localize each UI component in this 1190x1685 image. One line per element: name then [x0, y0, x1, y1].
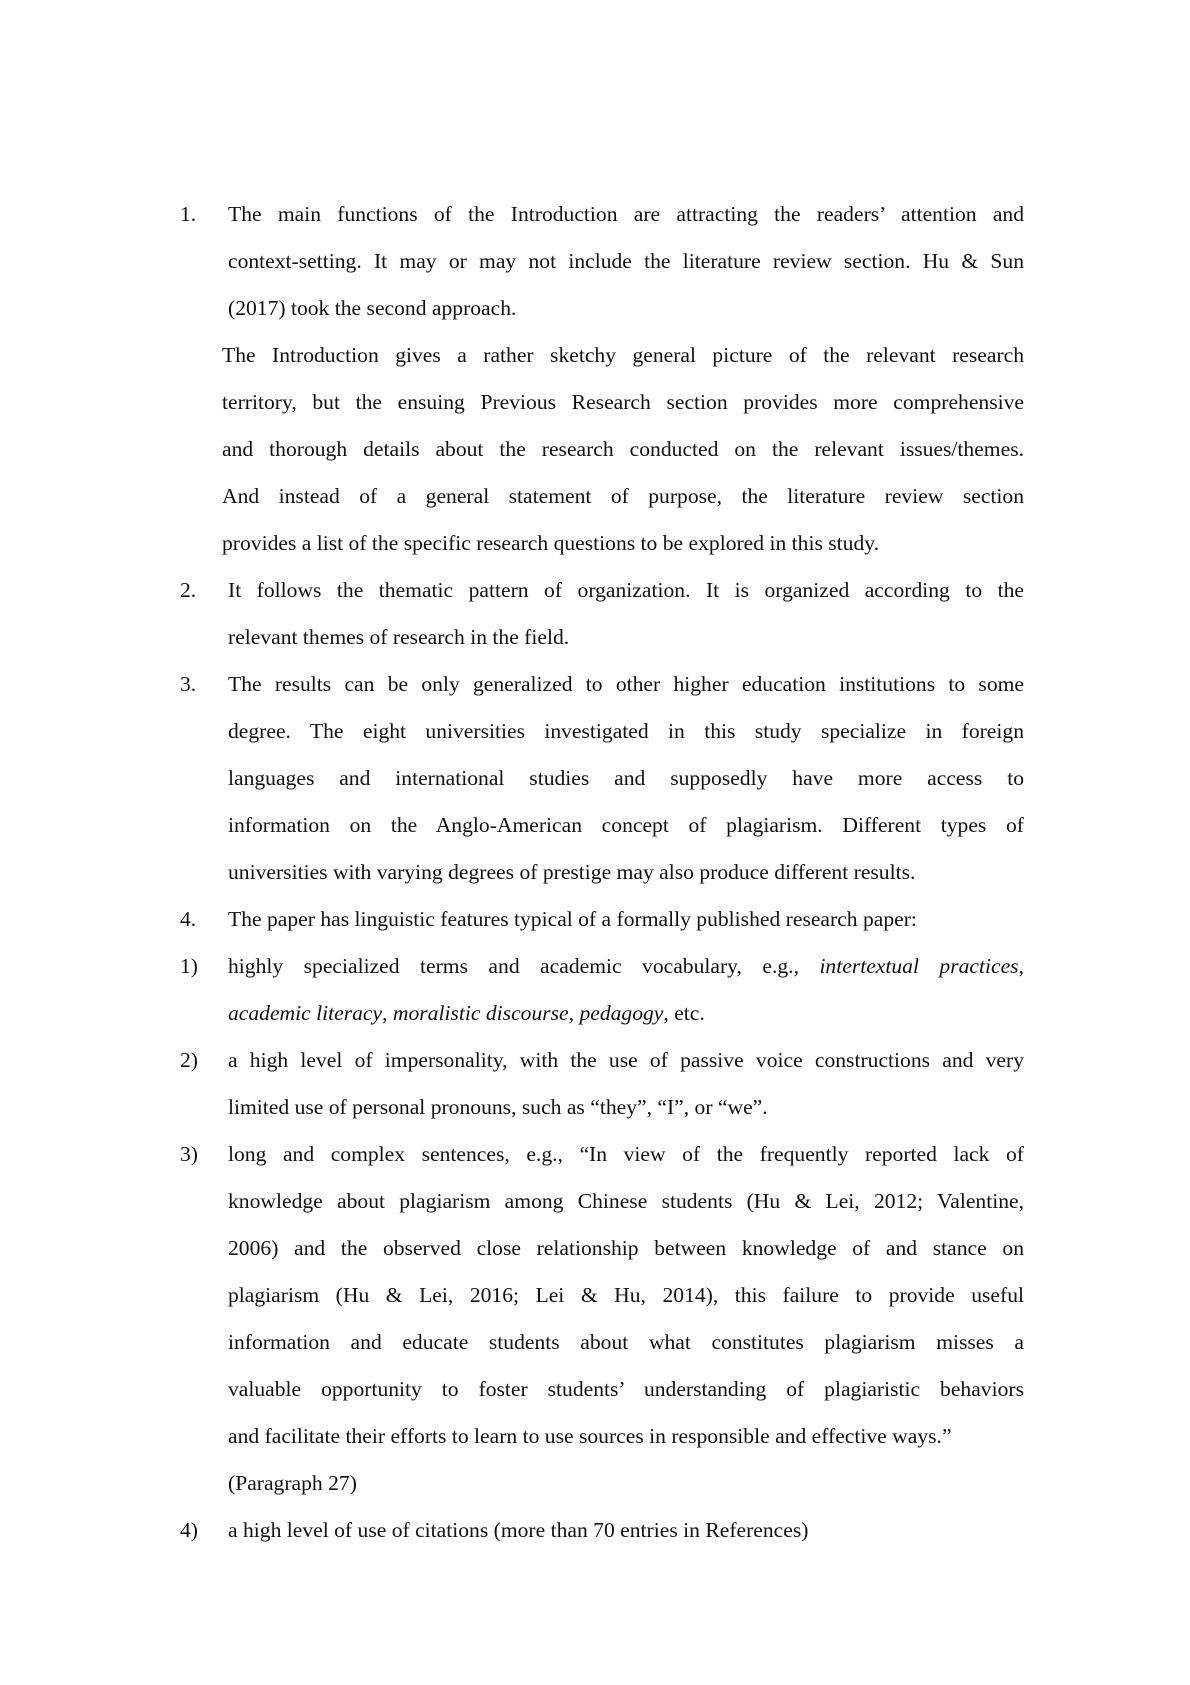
text-line: universities with varying degrees of prestige may also produce different results.: [228, 860, 916, 884]
item-number: 1): [180, 954, 198, 978]
item-number: 1.: [180, 202, 197, 226]
text-line: [228, 943, 1024, 990]
answer-list: [180, 191, 1024, 1554]
text-line: limited use of personal pronouns, such as “they”, “I”, or “we”.: [228, 1095, 768, 1119]
list-item: [180, 1037, 1024, 1131]
item-number: 3): [180, 1142, 198, 1166]
text-line: and facilitate their efforts to learn to use sources in responsible and effective ways.”: [228, 1424, 952, 1448]
item-text: [228, 1507, 1024, 1554]
text-run: highly specialized terms and academic vocabulary, e.g.,: [228, 954, 820, 978]
item-text: [228, 661, 1024, 896]
list-item: [180, 567, 1024, 661]
item-text: [228, 943, 1024, 1037]
item-text: [228, 1131, 1024, 1507]
italic-term: pedagogy: [579, 1001, 664, 1025]
text-line: languages and international studies and supposedly have more access to: [228, 766, 1024, 790]
text-line: information on the Anglo-American concept of plagiarism. Different types of: [228, 813, 1024, 837]
text-line: territory, but the ensuing Previous Research section provides more comprehensive: [222, 390, 1024, 414]
text-line: valuable opportunity to foster students’ understanding of plagiaristic behaviors: [228, 1377, 1024, 1401]
text-line: information and educate students about what constitutes plagiarism misses a: [228, 1330, 1024, 1354]
italic-term: moralistic discourse: [392, 1001, 569, 1025]
item-number: 4): [180, 1518, 198, 1542]
text-line: [228, 990, 1024, 1037]
text-line: The main functions of the Introduction are attracting the readers’ attention and: [228, 202, 1024, 226]
text-line: context-setting. It may or may not include the literature review section. Hu & Sun: [228, 249, 1024, 273]
text-line: 2006) and the observed close relationship between knowledge of and stance on: [228, 1236, 1024, 1260]
text-line: The Introduction gives a rather sketchy general picture of the relevant research: [222, 343, 1024, 367]
item-text: [228, 567, 1024, 661]
text-line: a high level of use of citations (more than 70 entries in References): [228, 1518, 809, 1542]
text-line: relevant themes of research in the field.: [228, 625, 570, 649]
list-item: [180, 1507, 1024, 1554]
list-item: [180, 661, 1024, 896]
text-line: long and complex sentences, e.g., “In view of the frequently reported lack of: [228, 1142, 1024, 1166]
text-run: ,: [1018, 954, 1024, 978]
item-text: [228, 896, 1024, 943]
text-line: The results can be only generalized to other higher education institutions to some: [228, 672, 1024, 696]
text-line: and thorough details about the research conducted on the relevant issues/themes.: [222, 437, 1024, 461]
text-line: a high level of impersonality, with the use of passive voice constructions and very: [228, 1048, 1024, 1072]
item-number: 3.: [180, 672, 197, 696]
text-line: And instead of a general statement of purpose, the literature review section: [222, 484, 1024, 508]
item-number: 2): [180, 1048, 198, 1072]
text-line: degree. The eight universities investigated in this study specialize in foreign: [228, 719, 1024, 743]
text-line: knowledge about plagiarism among Chinese students (Hu & Lei, 2012; Valentine,: [228, 1189, 1024, 1213]
text-line: It follows the thematic pattern of organization. It is organized according to the: [228, 578, 1024, 602]
item-text: [222, 332, 1024, 567]
text-line: (2017) took the second approach.: [228, 296, 517, 320]
list-item: [180, 1131, 1024, 1507]
text-line: The paper has linguistic features typical of a formally published research paper:: [228, 907, 917, 931]
item-text: [228, 1037, 1024, 1131]
text-run: ,: [382, 1001, 393, 1025]
text-line: provides a list of the specific research questions to be explored in this study.: [222, 531, 880, 555]
italic-term: intertextual practices: [819, 954, 1019, 978]
list-item: [180, 943, 1024, 1037]
item-number: 4.: [180, 907, 197, 931]
text-line: plagiarism (Hu & Lei, 2016; Lei & Hu, 2014), this failure to provide useful: [228, 1283, 1024, 1307]
text-line: (Paragraph 27): [228, 1471, 357, 1495]
italic-term: academic literacy: [228, 1001, 383, 1025]
text-run: ,: [568, 1001, 580, 1025]
list-item: [180, 896, 1024, 943]
item-text: [228, 191, 1024, 332]
list-item-continuation: [180, 332, 1024, 567]
text-run: , etc.: [663, 1001, 705, 1025]
item-number: 2.: [180, 578, 197, 602]
list-item: [180, 191, 1024, 332]
